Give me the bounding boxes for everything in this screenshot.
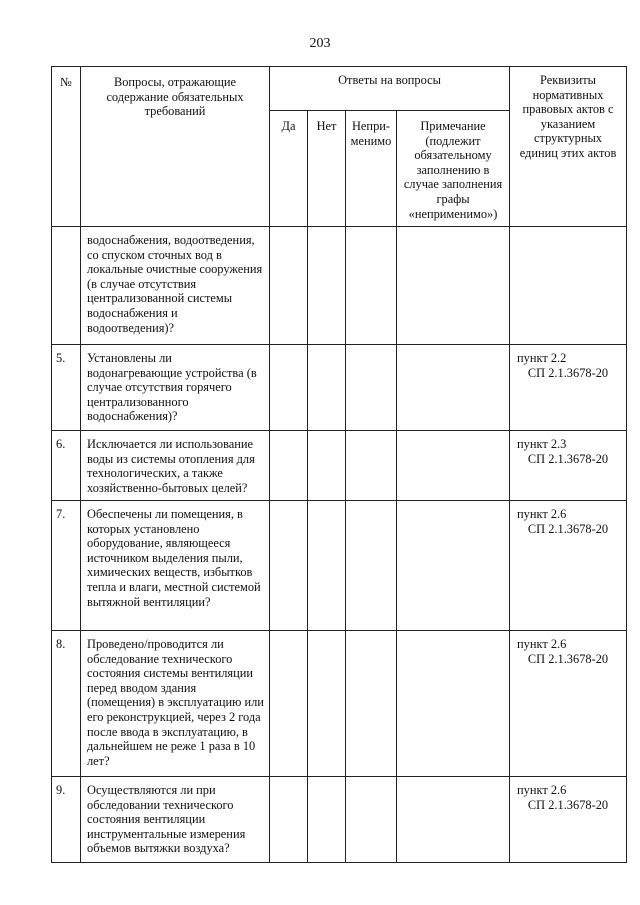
row-num: 9. — [52, 777, 81, 863]
table-row — [52, 431, 627, 501]
answer-yes-cell[interactable] — [270, 345, 308, 431]
row-requisites — [510, 631, 627, 777]
answer-no-cell[interactable] — [308, 227, 346, 345]
answer-note-cell[interactable] — [397, 501, 510, 631]
answer-note-cell[interactable] — [397, 631, 510, 777]
requisite-act: СП 2.1.3678-20 — [527, 651, 609, 666]
answer-yes-cell[interactable] — [270, 501, 308, 631]
answer-no-cell[interactable] — [308, 631, 346, 777]
row-question: Обеспечены ли помещения, в которых установлено оборудование, являющееся источником выделения пыли, химических веществ, избытков тепла и влаги, местной системой вытяжной вентиляции? — [81, 501, 270, 631]
requisite-clause: пункт 2.3 — [517, 437, 567, 451]
header-answers: Ответы на вопросы — [270, 67, 510, 111]
header-na: Непри-менимо — [346, 111, 397, 227]
row-requisites — [510, 345, 627, 431]
answer-note-cell[interactable] — [397, 227, 510, 345]
requirements-table — [51, 66, 627, 863]
answer-na-cell[interactable] — [346, 431, 397, 501]
table-row — [52, 227, 627, 345]
header-note: Примечание (подлежит обязательному заполнению в случае заполнения графы «неприменимо») — [397, 111, 510, 227]
answer-na-cell[interactable] — [346, 501, 397, 631]
requisite-act: СП 2.1.3678-20 — [527, 797, 609, 812]
row-requisites — [510, 227, 627, 345]
answer-note-cell[interactable] — [397, 431, 510, 501]
answer-na-cell[interactable] — [346, 631, 397, 777]
answer-yes-cell[interactable] — [270, 777, 308, 863]
requisite-clause: пункт 2.6 — [517, 507, 567, 521]
row-requisites — [510, 431, 627, 501]
table-row — [52, 777, 627, 863]
row-question: водоснабжения, водоотведения, со спуском сточных вод в локальные очистные сооружения (в случае отсутствия централизованной системы водоснабжения и водоотведения)? — [81, 227, 270, 345]
row-question: Осуществляются ли при обследовании технического состояния вентиляции инструментальные измерения объемов вытяжки воздуха? — [81, 777, 270, 863]
answer-note-cell[interactable] — [397, 777, 510, 863]
row-num: 7. — [52, 501, 81, 631]
answer-na-cell[interactable] — [346, 227, 397, 345]
row-num: 6. — [52, 431, 81, 501]
row-requisites — [510, 777, 627, 863]
row-requisites — [510, 501, 627, 631]
row-question: Проведено/проводится ли обследование технического состояния системы вентиляции перед вводом здания (помещения) в эксплуатацию или его реконструкцией, через 2 года после ввода в эксплуатацию, в дальнейшем не реже 1 раза в 10 лет? — [81, 631, 270, 777]
header-question: Вопросы, отражающие содержание обязательных требований — [81, 67, 270, 227]
header-no: Нет — [308, 111, 346, 227]
row-num — [52, 227, 81, 345]
header-requisites: Реквизиты нормативных правовых актов с указанием структурных единиц этих актов — [510, 67, 627, 227]
answer-yes-cell[interactable] — [270, 431, 308, 501]
answer-no-cell[interactable] — [308, 777, 346, 863]
answer-na-cell[interactable] — [346, 345, 397, 431]
requisite-act: СП 2.1.3678-20 — [527, 521, 609, 536]
answer-na-cell[interactable] — [346, 777, 397, 863]
answer-no-cell[interactable] — [308, 501, 346, 631]
answer-yes-cell[interactable] — [270, 227, 308, 345]
requisite-clause: пункт 2.6 — [517, 637, 567, 651]
row-num: 5. — [52, 345, 81, 431]
header-yes: Да — [270, 111, 308, 227]
table-row — [52, 631, 627, 777]
requisite-act: СП 2.1.3678-20 — [527, 451, 609, 466]
requisite-clause: пункт 2.6 — [517, 783, 567, 797]
answer-no-cell[interactable] — [308, 345, 346, 431]
answer-note-cell[interactable] — [397, 345, 510, 431]
row-question: Исключается ли использование воды из системы отопления для технологических, а также хозяйственно-бытовых целей? — [81, 431, 270, 501]
page-number: 203 — [309, 36, 331, 51]
header-num: № — [52, 67, 81, 227]
requisite-clause: пункт 2.2 — [517, 351, 567, 365]
table-row — [52, 345, 627, 431]
answer-no-cell[interactable] — [308, 431, 346, 501]
requisite-act: СП 2.1.3678-20 — [527, 365, 609, 380]
row-num: 8. — [52, 631, 81, 777]
answer-yes-cell[interactable] — [270, 631, 308, 777]
row-question: Установлены ли водонагревающие устройства (в случае отсутствия горячего централизованного водоснабжения)? — [81, 345, 270, 431]
table-row — [52, 501, 627, 631]
